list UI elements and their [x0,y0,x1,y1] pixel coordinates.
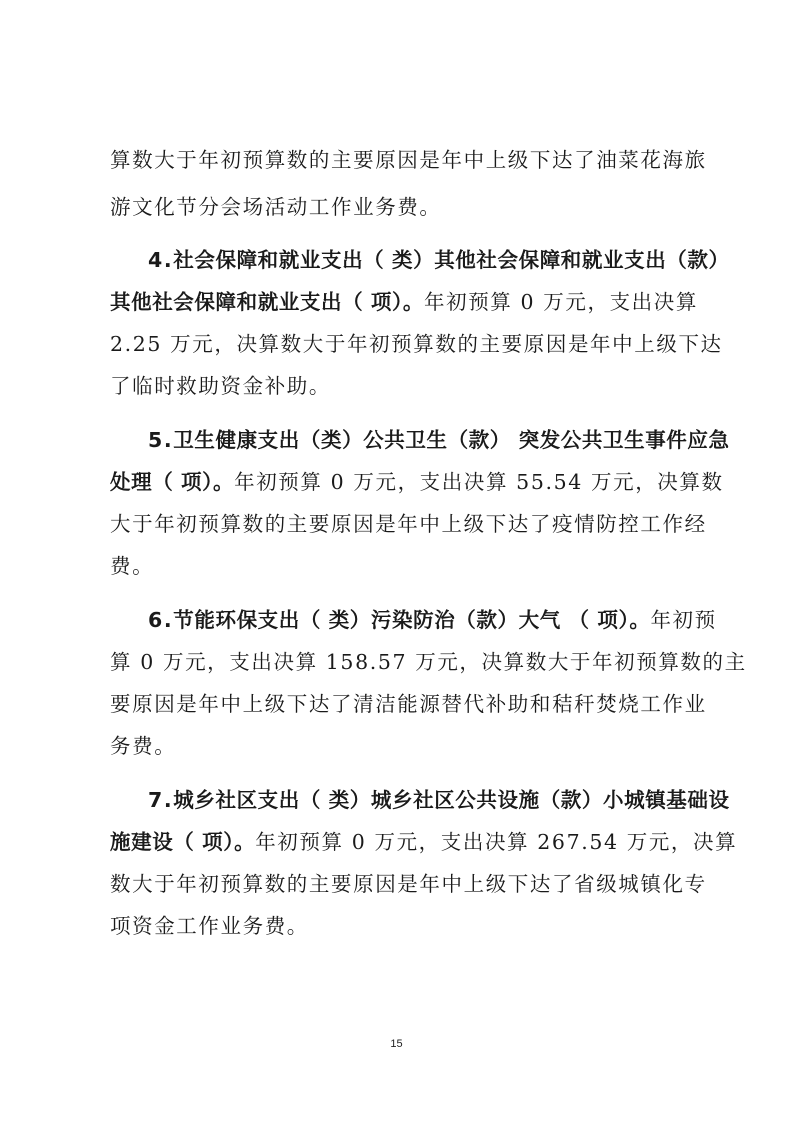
section-4-body-start: 年初预算 0 万元，支出决算 [424,290,698,314]
section-7-number: 7. [148,788,174,812]
section-7-heading-line-2 [110,829,738,855]
section-4-body-line-3: 2.25 万元，决算数大于年初预算数的主要原因是年中上级下达 [110,332,723,356]
section-5-heading-text: 卫生健康支出（类）公共卫生（款） 突发公共卫生事件应急 [173,428,730,452]
section-6-body-line-4: 务费。 [110,734,177,758]
section-6-body-start: 年初预 [650,608,717,632]
section-6-heading-text: 节能环保支出（ 类）污染防治（款）大气 （ 项）。 [173,608,651,632]
section-5-body-line-3: 大于年初预算数的主要原因是年中上级下达了疫情防控工作经 [110,512,707,536]
section-7-body-start: 年初预算 0 万元，支出决算 267.54 万元，决算 [255,830,738,854]
section-5-heading-line-2 [110,469,724,495]
section-4-number: 4. [148,248,174,272]
section-7-heading-cont: 施建设（ 项）。 [110,830,256,854]
section-5-number: 5. [148,428,174,452]
section-7-body-line-4: 项资金工作业务费。 [110,914,309,938]
section-4-body-line-4: 了临时救助资金补助。 [110,374,331,398]
section-6-body-line-3: 要原因是年中上级下达了清洁能源替代补助和秸秆焚烧工作业 [110,692,707,716]
section-7-body-line-3: 数大于年初预算数的主要原因是年中上级下达了省级城镇化专 [110,872,707,896]
section-5-heading-line-1 [148,427,730,453]
section-6-heading-line-1 [148,607,717,633]
section-7-heading-line-1 [148,787,730,813]
section-5-body-start: 年初预算 0 万元，支出决算 55.54 万元，决算数 [234,470,724,494]
section-7-heading-text: 城乡社区支出（ 类）城乡社区公共设施（款）小城镇基础设 [173,788,730,812]
section-4-heading-line-1 [148,247,730,273]
section-4-heading-text: 社会保障和就业支出（ 类）其他社会保障和就业支出（款） [173,248,730,272]
continuation-line-2: 游文化节分会场活动工作业务费。 [110,195,442,219]
section-5-heading-cont: 处理（ 项）。 [110,470,235,494]
section-4-heading-line-2 [110,289,698,315]
section-4-heading-cont: 其他社会保障和就业支出（ 项）。 [110,290,424,314]
continuation-line-1: 算数大于年初预算数的主要原因是年中上级下达了油菜花海旅 [110,148,707,172]
page-number: 15 [390,1038,403,1050]
section-6-number: 6. [148,608,174,632]
section-5-body-line-4: 费。 [110,554,155,578]
section-6-body-line-2: 算 0 万元，支出决算 158.57 万元，决算数大于年初预算数的主 [110,650,747,674]
